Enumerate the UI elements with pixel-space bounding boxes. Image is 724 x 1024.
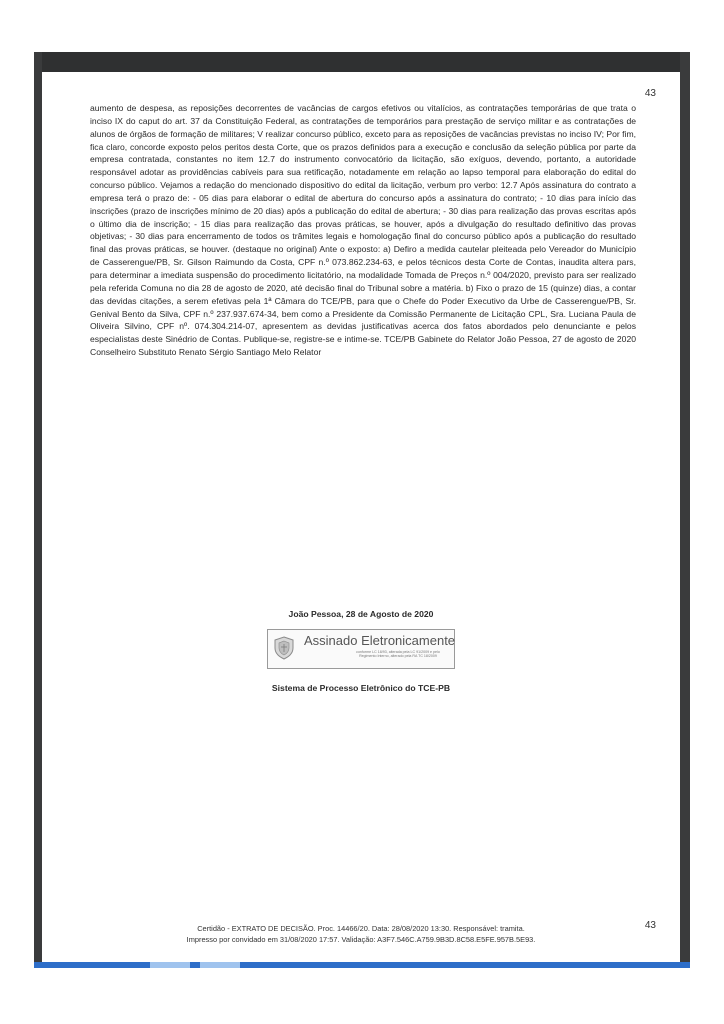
stamp-note: conforme LC 18/93, alterada pela LC 91/2009 e pelo Regimento Interno, alterado pela RA TC 18/2009 [356,650,440,659]
viewer-scrollbar[interactable] [680,52,690,967]
electronic-signature-stamp [267,629,455,669]
taskbar-button[interactable] [150,962,190,968]
document-page [42,72,680,962]
footer-line-2: Impresso por convidado em 31/08/2020 17:57. Validação: A3F7.546C.A759.9B3D.8C58.E5FE.957B.5E93. [186,935,536,944]
page-number-top: 43 [644,88,656,99]
system-name: Sistema de Processo Eletrônico do TCE-PB [271,683,451,693]
footer-line-1: Certidão - EXTRATO DE DECISÃO. Proc. 14466/20. Data: 28/08/2020 13:30. Responsável: tramita. [197,924,525,933]
page-footer [42,923,680,945]
taskbar [34,962,690,968]
stamp-title: Assinado Eletronicamente [304,633,456,648]
page-number-bottom: 43 [644,920,656,931]
viewer-left-edge [34,52,42,967]
body-text: aumento de despesa, as reposições decorrentes de vacâncias de cargos efetivos ou vitalícios, as contratações temporárias de que trata o inciso IX do caput do art. 37 da Constituição Federal, as contratações de temporários para prestação de serviço militar e as contratações de alunos de órgãos de formação de militares; V realizar concurso público, exceto para as reposições de vacâncias previstas no inciso IV; Por fim, fica claro, concorde exposto pelos peritos desta Corte, que os prazos definidos para a execução e conclusão da seleção pública por parte da empresa contratada, constantes no item 12.7 do instrumento convocatório da licitação, são exíguos, devendo, portanto, a autoridade responsável adotar as providências cabíveis para sua retificação, notadamente em relação ao lapso temporal para elaboração do edital do concurso público. Vejamos a redação do mencionado dispositivo do edital da licitação, verbum pro verbo: 12.7 Após assinatura do contrato a empresa terá o prazo de: - 05 dias para elaborar o edital de abertura do concurso após a assinatura do contrato; - 10 dias para início das inscrições (prazo de inscrições mínimo de 20 dias) após a publicação do edital de abertura; - 30 dias para realização das provas escritas após o último dia de inscrição; - 15 dias para realização das provas práticas, se houver, após a divulgação do resultado definitivo das provas objetivas; - 30 dias para encerramento de todos os trâmites legais e homologação final do concurso público após a publicação do resultado final das provas práticas, se houver. (destaque no original) Ante o exposto: a) Defiro a medida cautelar pleiteada pelo Vereador do Município de Casserengue/PB, Sr. Gilson Raimundo da Costa, CPF n.º 073.862.234-63, e pelos técnicos desta Corte de Contas, inaudita altera pars, para determinar a imediata suspensão do procedimento licitatório, na modalidade Tomada de Preços n.º 004/2020, previsto para ser realizado pela referida Comuna no dia 28 de agosto de 2020, até decisão final do Tribunal sobre a matéria. b) Fixo o prazo de 15 (quinze) dias, a contar das devidas citações, a serem efetivas pela 1ª Câmara do TCE/PB, para que o Chefe do Poder Executivo da Urbe de Casserengue/PB, Sr. Genival Bento da Silva, CPF n.º 237.937.674-34, bem como a Presidente da Comissão Permanente de Licitação CPL, Sra. Luciana Paula de Oliveira Silvino, CPF nº. 074.304.214-07, apresentem as devidas justificativas acerca dos fatos abordados pelo denunciante e pelos especialistas deste Sinédrio de Contas. Publique-se, registre-se e intime-se. TCE/PB Gabinete do Relator João Pessoa, 27 de agosto de 2020 Conselheiro Substituto Renato Sérgio Santiago Melo Relator [90,103,636,358]
seal-icon [273,636,295,660]
viewer-toolbar [34,52,690,72]
signature-block [42,609,680,693]
place-date: João Pessoa, 28 de Agosto de 2020 [288,609,434,619]
taskbar-button[interactable] [200,962,240,968]
